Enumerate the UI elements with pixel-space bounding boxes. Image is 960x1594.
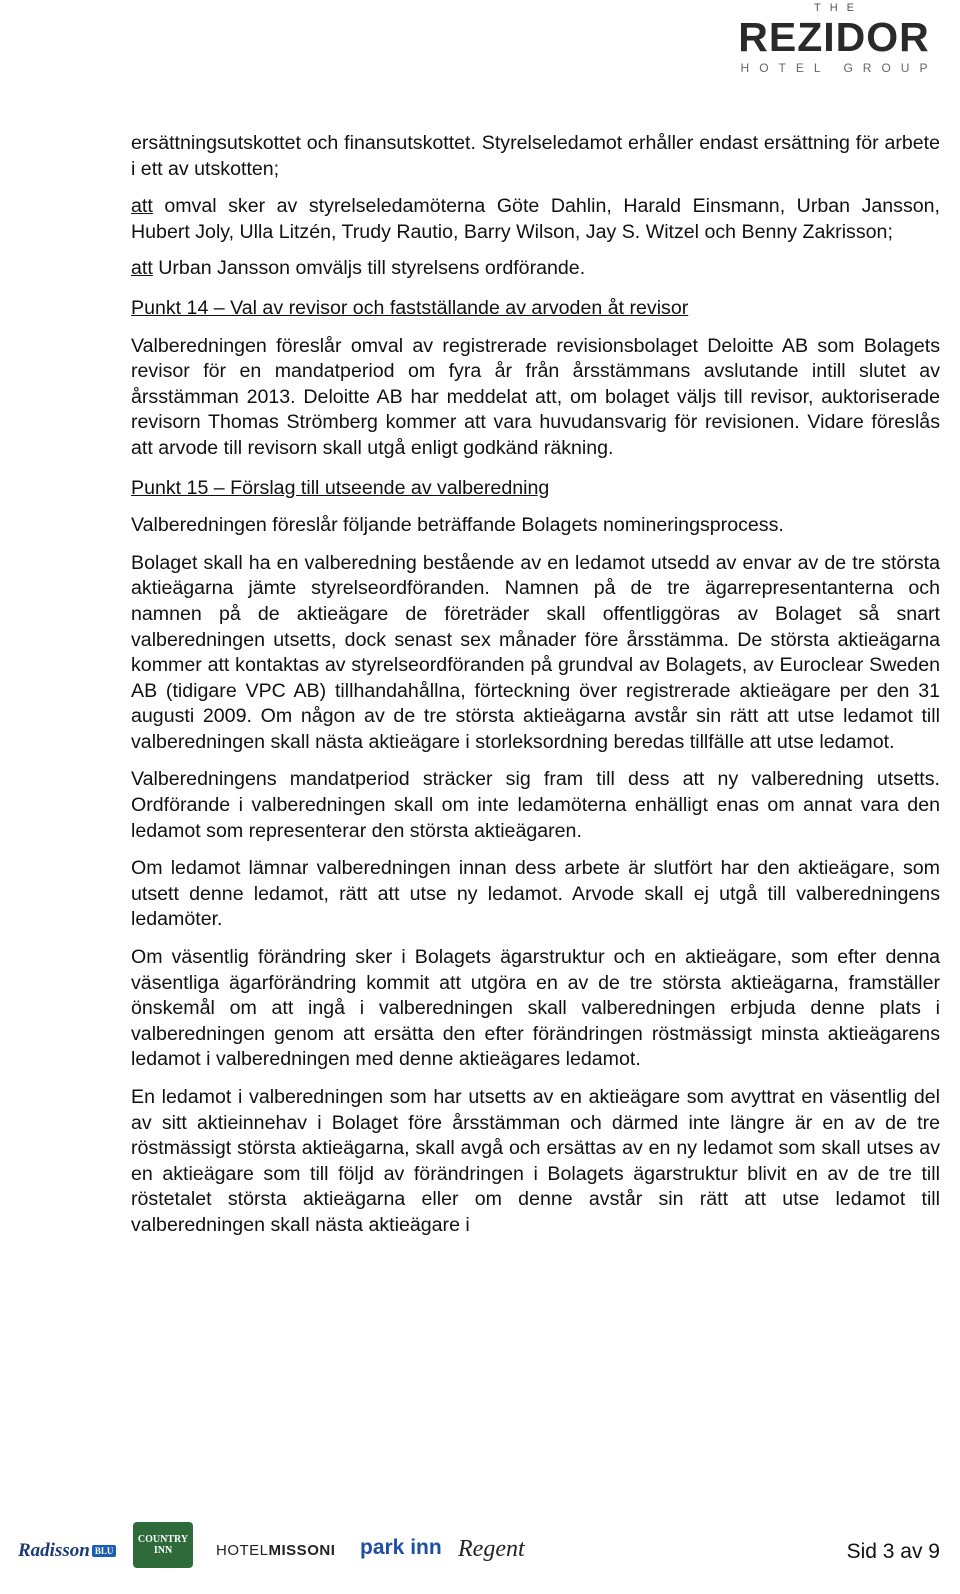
- att-prefix: att: [131, 195, 153, 218]
- logo-main: REZIDOR: [738, 14, 930, 60]
- hotel-missoni-logo: HOTEL MISSONI: [216, 1542, 336, 1559]
- logo-the: THE: [814, 2, 863, 14]
- rezidor-logo: [728, 0, 940, 78]
- paragraph-2-text: omval sker av styrelseledamöterna Göte Dahlin, Harald Einsmann, Urban Jansson, Hubert Joly, Ulla Litzén, Trudy Rautio, Barry Wilson, Jay S. Witzel och Benny Zakrisson;: [131, 195, 940, 243]
- document-body: [131, 131, 940, 1251]
- logo-sub: HOTEL GROUP: [740, 61, 938, 75]
- radisson-blu-logo: Radisson BLU: [18, 1540, 116, 1562]
- paragraph-1: ersättningsutskottet och finansutskottet. Styrelseledamot erhåller endast ersättning för arbete i ett av utskotten;: [131, 132, 940, 180]
- paragraph-8: Om ledamot lämnar valberedningen innan dess arbete är slutfört har den aktieägare, som utsett denne ledamot, rätt att utse ny ledamot. Arvode skall ej utgå till valberedningens ledamöter.: [131, 857, 940, 931]
- country-inn-logo: COUNTRY INN: [133, 1522, 193, 1568]
- paragraph-7: Valberedningens mandatperiod sträcker sig fram till dess att ny valberedning utsetts. Ordförande i valberedningen skall om inte ledamöterna enhälligt enas om annat vara den ledamot som representerar den största aktieägaren.: [131, 768, 940, 842]
- page-number: Sid 3 av 9: [846, 1540, 940, 1563]
- footer: [0, 1522, 960, 1572]
- paragraph-3-text: Urban Jansson omväljs till styrelsens ordförande.: [152, 257, 586, 280]
- paragraph-2: [131, 194, 940, 245]
- paragraph-10: En ledamot i valberedningen som har utsetts av en aktieägare som avyttrat en väsentlig del av sitt aktieinnehav i Bolaget före årsstämman och därmed inte längre är en av de tre röstmässigt största aktieägarna, skall avgå och ersättas av en ny ledamot som skall utses av en aktieägare som till följd av förändringen i Bolagets ägarstruktur blivit en av de tre till röstetalet största aktieägarna eller om denne avstår sin rätt att utse ledamot till valberedningen skall nästa aktieägare i: [131, 1086, 940, 1236]
- paragraph-3: [131, 256, 940, 282]
- heading-punkt-14: Punkt 14 – Val av revisor och fastställande av arvoden åt revisor: [131, 296, 689, 319]
- paragraph-6: Bolaget skall ha en valberedning bestående av en ledamot utsedd av envar av de tre största aktieägarna jämte styrelseordföranden. Namnen på de tre ägarrepresentanterna och namnen på de aktieägare de företräder skall offentliggöras av Bolaget så snart valberedningen utsetts, dock senast sex månader före årsstämma. De största aktieägarna kommer att kontaktas av styrelseordföranden på grundval av Bolagets, av Euroclear Sweden AB (tidigare VPC AB) tillhandahållna, förteckning över registrerade aktieägare per den 31 augusti 2009. Om någon av de tre största aktieägarna avstår sin rätt att utse ledamot till valberedningen skall nästa aktieägare i storleksordning beredas tillfälle att utse ledamot.: [131, 551, 940, 753]
- park-inn-logo: park inn: [360, 1536, 442, 1559]
- att-prefix: att: [131, 257, 153, 280]
- paragraph-4: Valberedningen föreslår omval av registrerade revisionsbolaget Deloitte AB som Bolagets revisor för en mandatperiod om fyra år från årsstämmans avslutande intill slutet av årsstämman 2013. Deloitte AB har meddelat att, om bolaget väljs till revisor, auktoriserade revisorn Thomas Strömberg kommer att vara huvudansvarig för revisionen. Vidare föreslås att arvode till revisorn skall utgå enligt godkänd räkning.: [131, 334, 940, 459]
- regent-logo: Regent: [458, 1536, 525, 1562]
- heading-punkt-15: Punkt 15 – Förslag till utseende av valberedning: [131, 476, 550, 499]
- paragraph-9: Om väsentlig förändring sker i Bolagets ägarstruktur och en aktieägare, som efter denna väsentliga ägarförändring kommit att utgöra en av de tre största aktieägarna, framställer önskemål om att ingå i valberedningen skall valberedningen erbjuda denne plats i valberedningen genom att ersätta den efter förändringen röstmässigt minsta aktieägarens ledamot i valberedningen med denne aktieägares ledamot.: [131, 946, 940, 1071]
- paragraph-5: Valberedningen föreslår följande beträffande Bolagets nomineringsprocess.: [131, 514, 784, 537]
